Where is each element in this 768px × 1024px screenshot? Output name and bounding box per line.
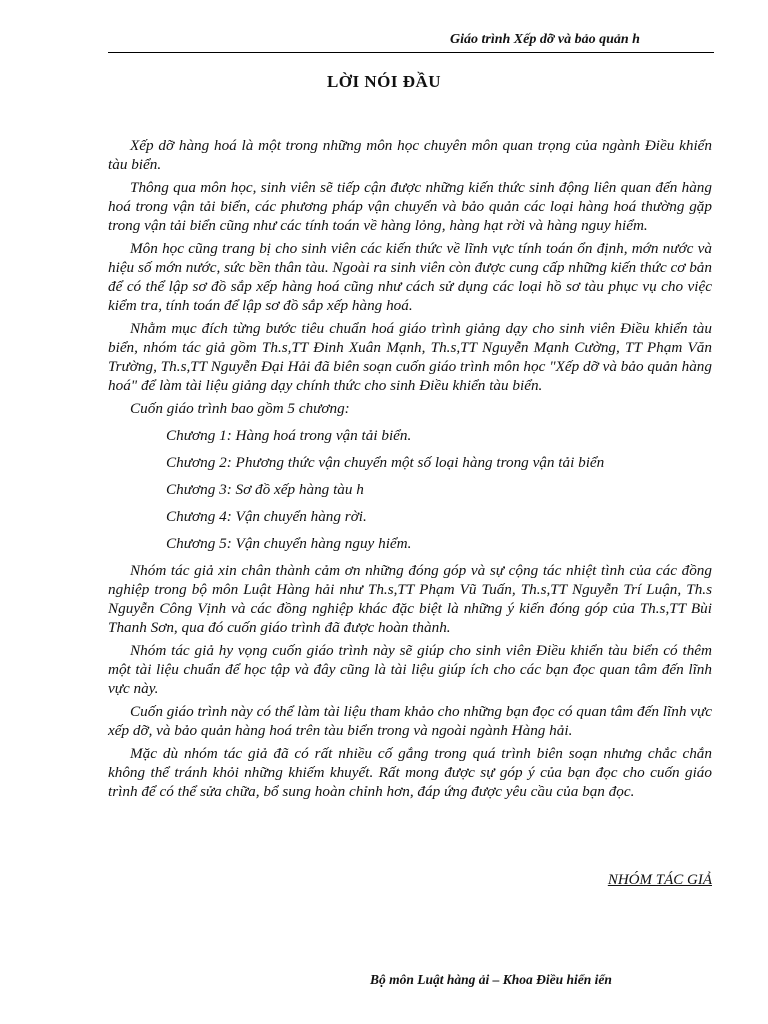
page-footer: Bộ môn Luật hàng ải – Khoa Điều hiển iển <box>370 972 612 987</box>
page-title: LỜI NÓI ĐẦU <box>326 72 442 91</box>
chapter-item: Chương 1: Hàng hoá trong vận tải biển. <box>166 427 412 444</box>
paragraph: Xếp dỡ hàng hoá là một trong những môn học chuyên môn quan trọng của ngành Điều khiển tàu biển. <box>108 137 712 173</box>
chapter-item: Chương 4: Vận chuyển hàng rời. <box>166 508 367 525</box>
chapter-intro: Cuốn giáo trình bao gồm 5 chương: <box>130 400 350 417</box>
chapter-item: Chương 2: Phương thức vận chuyển một số loại hàng trong vận tải biển <box>166 454 605 471</box>
paragraph: Thông qua môn học, sinh viên sẽ tiếp cận được những kiến thức sinh động liên quan đến hàng hoá trong vận tải biển, các phương pháp vận chuyển và bảo quản các loại hàng hoá thường gặp trong vận tải biển cũng như các tính toán về hàng lỏng, hàng hạt rời và hàng nguy hiểm. <box>108 179 712 234</box>
document-body <box>108 136 712 805</box>
paragraph: Mặc dù nhóm tác giả đã có rất nhiều cố gắng trong quá trình biên soạn nhưng chắc chắn không thể tránh khỏi những khiếm khuyết. Rất mong được sự góp ý của bạn đọc cho cuốn giáo trình để có thể sửa chữa, bổ sung hoàn chỉnh hơn, đáp ứng được yêu cầu của bạn đọc. <box>108 745 712 800</box>
paragraph: Nhóm tác giả hy vọng cuốn giáo trình này sẽ giúp cho sinh viên Điều khiển tàu biển có thêm một tài liệu chuẩn để học tập và đây cũng là tài liệu giúp ích cho các bạn đọc quan tâm đến lĩnh vực này. <box>108 642 712 697</box>
chapter-item: Chương 3: Sơ đồ xếp hàng tàu h <box>166 481 364 498</box>
paragraph: Cuốn giáo trình này có thể làm tài liệu tham khảo cho những bạn đọc có quan tâm đến lĩnh vực xếp dỡ, và bảo quản hàng hoá trên tàu biển trong và ngoài ngành Hàng hải. <box>108 703 712 739</box>
author-signature: NHÓM TÁC GIẢ <box>607 872 712 888</box>
paragraph: Nhóm tác giả xin chân thành cảm ơn những đóng góp và sự cộng tác nhiệt tình của các đồng nghiệp trong bộ môn Luật Hàng hải như Th.s,TT Phạm Vũ Tuấn, Th.s,TT Nguyễn Trí Luận, Th.s Nguyễn Công Vịnh và các đồng nghiệp khác đặc biệt là những ý kiến đóng góp của Th.s,TT Bùi Thanh Sơn, qua đó cuốn giáo trình đã được hoàn thành. <box>108 562 712 636</box>
paragraph: Môn học cũng trang bị cho sinh viên các kiến thức về lĩnh vực tính toán ổn định, mớn nước và hiệu số mớn nước, sức bền thân tàu. Ngoài ra sinh viên còn được cung cấp những kiến thức cơ bản để có thể lập sơ đồ sắp xếp hàng hoá cũng như cách sử dụng các loại hồ sơ tàu phục vụ cho việc kiểm tra, tính toán để lập sơ đồ sắp xếp hàng hoá. <box>108 240 712 314</box>
running-title: Giáo trình Xếp dỡ và bảo quản h <box>450 32 640 47</box>
header-rule <box>108 52 714 53</box>
chapter-list <box>108 426 712 553</box>
chapter-item: Chương 5: Vận chuyển hàng nguy hiểm. <box>166 535 412 552</box>
paragraph: Nhằm mục đích từng bước tiêu chuẩn hoá giáo trình giảng dạy cho sinh viên Điều khiển tàu biển, nhóm tác giả gồm Th.s,TT Đinh Xuân Mạnh, Th.s,TT Nguyễn Mạnh Cường, TT Phạm Văn Trường, Th.s,TT Nguyễn Đại Hải đã biên soạn cuốn giáo trình môn học "Xếp dỡ và bảo quản hàng hoá" để làm tài liệu giảng dạy chính thức cho sinh Điều khiển tàu biển. <box>108 320 712 394</box>
